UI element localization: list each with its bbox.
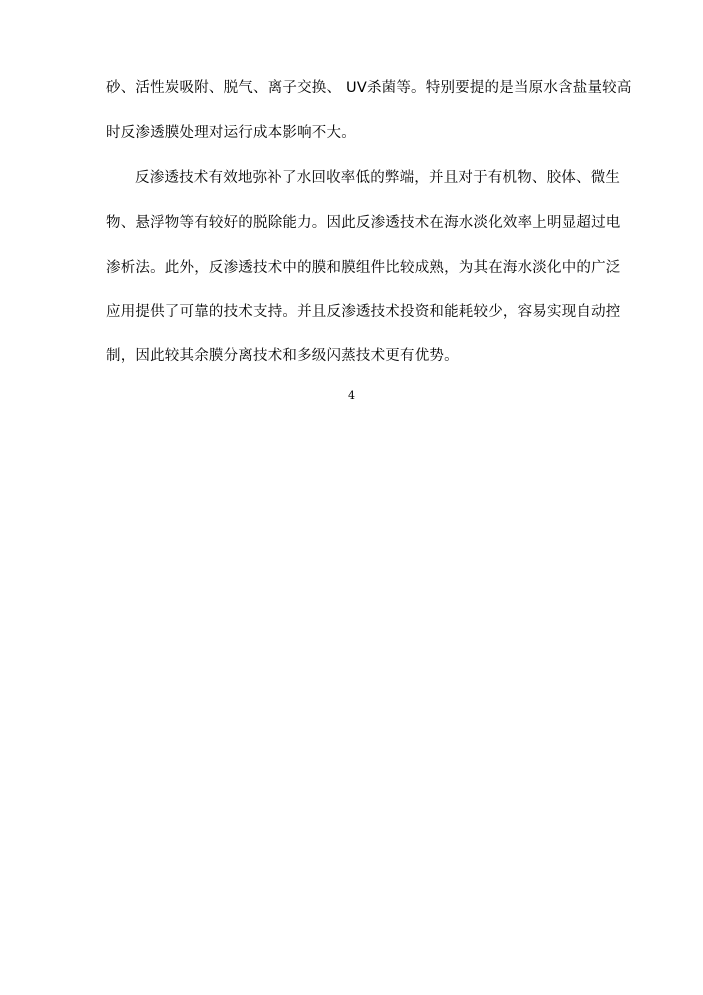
- paragraph-2-line-1: 反渗透技术有效地弥补了水回收率低的弊端，并且对于有机物、胶体、微生: [135, 170, 621, 186]
- paragraph-2-line-3: 渗析法。此外，反渗透技术中的膜和膜组件比较成熟，为其在海水淡化中的广泛: [106, 260, 621, 276]
- page-number: 4: [348, 389, 355, 402]
- paragraph-2-line-2: 物、悬浮物等有较好的脱除能力。因此反渗透技术在海水淡化效率上明显超过电: [106, 215, 621, 231]
- paragraph-2-line-5: 制，因此较其余膜分离技术和多级闪蒸技术更有优势。: [106, 348, 459, 364]
- paragraph-1-line-2: 时反渗透膜处理对运行成本影响不大。: [106, 125, 356, 141]
- paragraph-1-line-1: 砂、活性炭吸附、脱气、离子交换、 UV杀菌等。特别要提的是当原水含盐量较高: [106, 80, 632, 96]
- paragraph-2-line-4: 应用提供了可靠的技术支持。并且反渗透技术投资和能耗较少，容易实现自动控: [106, 304, 621, 320]
